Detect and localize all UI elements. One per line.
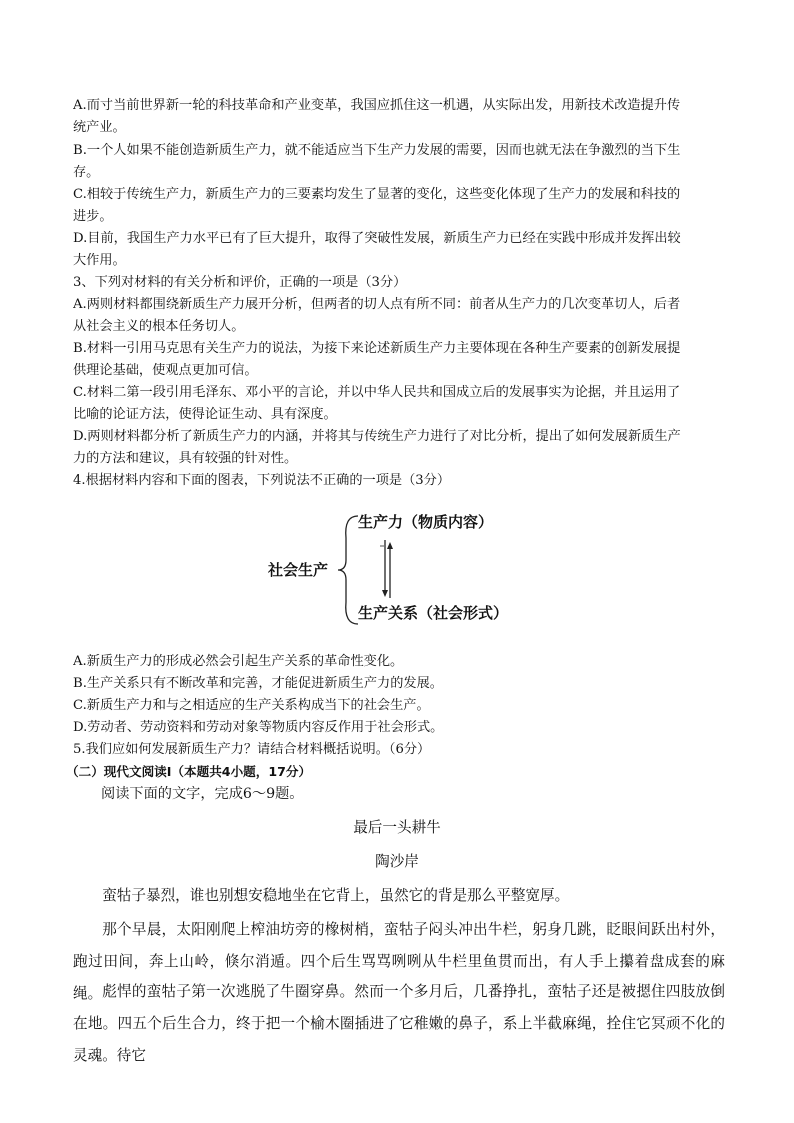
article-paragraph-2: 那个早晨，太阳刚爬上榨油坊旁的橡树梢，蛮牯子闷头冲出牛栏，躬身几跳，眨眼间跃出村外，跑过田间，奔上山岭，倏尔消遁。四个后生骂骂咧咧从牛栏里鱼贯而出，有人手上攥着盘成套的麻绳。: [73, 921, 725, 1002]
q4-stem: 4.根据材料内容和下面的图表，下列说法不正确的一项是（3分）: [73, 473, 451, 488]
q4-option-d: D.劳动者、劳动资料和劳动对象等物质内容反作用于社会形式。: [73, 720, 444, 735]
q4-option-a: A.新质生产力的形成必然会引起生产关系的革命性变化。: [73, 654, 404, 669]
article-author: 陶沙岸: [375, 853, 419, 870]
section-heading: （二）现代文阅读Ⅰ（本题共4小题，17分）: [66, 764, 312, 779]
q2-option-d-line1: D.目前，我国生产力水平已有了巨大提升，取得了突破性发展，新质生产力已经在实践中形成并发挥出较: [73, 231, 681, 246]
q2-option-b-line1: B.一个人如果不能创造新质生产力，就不能适应当下生产力发展的需要，因而也就无法在争激烈的当下生: [73, 143, 681, 158]
reading-instruction: 阅读下面的文字，完成6～9题。: [101, 786, 304, 802]
q3-option-c-line2: 比喻的论证方法，使得论证生动、具有深度。: [73, 407, 337, 422]
q2-option-a-line2: 统产业。: [73, 120, 126, 135]
diagram-arrowhead-down: [382, 590, 388, 597]
diagram-root-label: 社会生产: [268, 561, 329, 579]
q3-option-c-line1: C.材料二第一段引用毛泽东、邓小平的言论，并以中华人民共和国成立后的发展事实为论据，并且运用了: [73, 385, 681, 400]
q2-option-c-line2: 进步。: [73, 209, 113, 224]
q2-option-d-line2: 大作用。: [73, 253, 126, 268]
q4-option-c: C.新质生产力和与之相适应的生产关系构成当下的社会生产。: [73, 698, 430, 713]
q3-option-a-line2: 从社会主义的根本任务切人。: [73, 319, 245, 334]
article-paragraph-1: 蛮牯子暴烈，谁也别想安稳地坐在它背上，虽然它的背是那么平整宽厚。: [102, 887, 570, 904]
q2-option-b-line2: 存。: [73, 165, 100, 180]
q3-stem: 3、下列对材料的有关分析和评价，正确的一项是（3分）: [73, 275, 407, 290]
diagram-bottom-label: 生产关系（社会形式）: [358, 604, 509, 622]
q3-option-b-line1: B.材料一引用马克思有关生产力的说法，为接下来论述新质生产力主要体现在各种生产要素的创新发展提: [73, 341, 681, 356]
article-title: 最后一头耕牛: [353, 819, 441, 836]
q2-option-a-line1: A.而寸当前世界新一轮的科技革命和产业变革，我国应抓住这一机遇，从实际出发，用新技术改造提升传: [73, 98, 681, 113]
social-production-diagram: [262, 502, 562, 637]
q3-option-d-line2: 力的方法和建议，具有较强的针对性。: [73, 451, 298, 466]
q2-option-c-line1: C.相较于传统生产力，新质生产力的三要素均发生了显著的变化，这些变化体现了生产力的发展和科技的: [73, 187, 681, 202]
q3-option-b-line2: 供理论基础，使观点更加可信。: [73, 363, 258, 378]
diagram-brace: [338, 516, 358, 624]
q3-option-a-line1: A.两则材料都围绕新质生产力展开分析，但两者的切人点有所不同：前者从生产力的几次变革切人，后者: [73, 297, 681, 312]
article-paragraph-3: 彪悍的蛮牯子第一次逃脱了牛圈穿鼻。然而一个多月后，几番挣扎，蛮牯子还是被摁住四肢放倒在地。四五个后生合力，终于把一个榆木圈插进了它稚嫩的鼻子，系上半截麻绳，拴住它冥顽不化的灵魂。待它: [73, 983, 725, 1064]
diagram-top-label: 生产力（物质内容）: [358, 513, 494, 531]
q5-question: 5.我们应如何发展新质生产力？请结合材料概括说明。（6分）: [73, 742, 431, 757]
q3-option-d-line1: D.两则材料都分析了新质生产力的内涵，并将其与传统生产力进行了对比分析，提出了如何发展新质生产: [73, 429, 681, 444]
q4-option-b: B.生产关系只有不断改革和完善，才能促进新质生产力的发展。: [73, 676, 443, 691]
diagram-arrowhead-up: [387, 542, 393, 549]
